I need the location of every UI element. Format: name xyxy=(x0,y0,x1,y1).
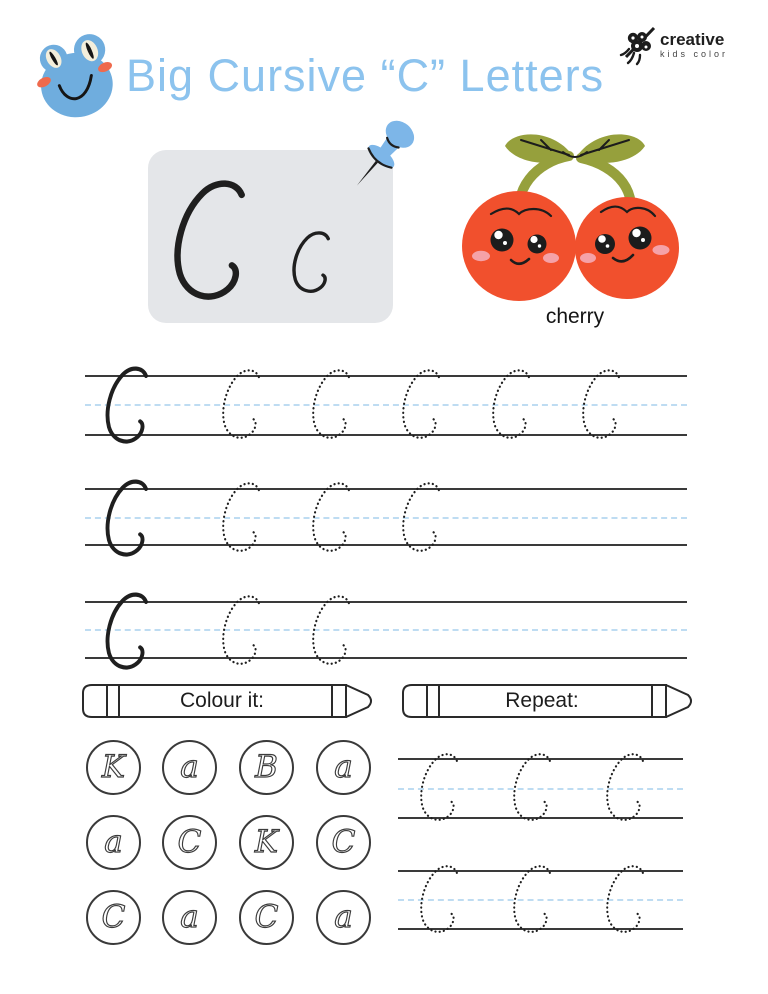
colour-it-banner xyxy=(82,684,374,718)
trace-dotted-letter[interactable] xyxy=(309,367,359,441)
colour-circle[interactable] xyxy=(316,815,371,870)
colour-circle-letter: C xyxy=(177,824,202,860)
pushpin-icon xyxy=(338,112,428,207)
repeat-banner xyxy=(402,684,694,718)
card-letter-lowercase xyxy=(290,230,338,294)
colour-circle[interactable] xyxy=(162,815,217,870)
trace-dotted-letter[interactable] xyxy=(399,480,449,554)
trace-row-2-guide-line xyxy=(85,517,687,519)
colour-circle[interactable] xyxy=(239,815,294,870)
card-letter-uppercase xyxy=(170,178,260,302)
trace-solid-letter xyxy=(103,365,157,445)
colour-circle[interactable] xyxy=(86,890,141,945)
trace-dotted-letter[interactable] xyxy=(219,593,269,667)
repeat-dotted-letter[interactable] xyxy=(510,863,560,935)
trace-row-3-top-line xyxy=(85,601,687,603)
repeat-dotted-letter[interactable] xyxy=(603,751,653,823)
colour-circle-letter: a xyxy=(104,824,123,860)
colour-circle-letter: K xyxy=(254,824,279,860)
colour-circle[interactable] xyxy=(316,740,371,795)
colour-circle-letter: a xyxy=(334,899,353,935)
colour-circle-letter: K xyxy=(101,749,126,785)
trace-dotted-letter[interactable] xyxy=(399,367,449,441)
colour-circle[interactable] xyxy=(86,740,141,795)
cherry-illustration xyxy=(455,126,695,310)
trace-row-2-top-line xyxy=(85,488,687,490)
colour-circle[interactable] xyxy=(239,890,294,945)
trace-dotted-letter[interactable] xyxy=(219,480,269,554)
colour-circle-letter: B xyxy=(255,749,278,785)
trace-dotted-letter[interactable] xyxy=(579,367,629,441)
repeat-dotted-letter[interactable] xyxy=(417,863,467,935)
colour-it-label: Colour it: xyxy=(179,689,265,712)
trace-row-2-bottom-line xyxy=(85,544,687,546)
trace-solid-letter xyxy=(103,478,157,558)
colour-circle[interactable] xyxy=(162,740,217,795)
page-title: Big Cursive “C” Letters xyxy=(126,50,605,101)
colour-circle-letter: C xyxy=(254,899,279,935)
colour-circle-letter: a xyxy=(180,749,199,785)
trace-dotted-letter[interactable] xyxy=(489,367,539,441)
trace-dotted-letter[interactable] xyxy=(309,593,359,667)
trace-dotted-letter[interactable] xyxy=(309,480,359,554)
colour-circle-letter: C xyxy=(331,824,356,860)
colour-circle-letter: C xyxy=(101,899,126,935)
colour-circle-letter: a xyxy=(334,749,353,785)
brand-name: creative xyxy=(660,30,725,49)
frog-mascot-icon xyxy=(30,28,122,120)
trace-row-3-guide-line xyxy=(85,629,687,631)
repeat-label: Repeat: xyxy=(505,689,579,712)
colour-circle[interactable] xyxy=(239,740,294,795)
trace-solid-letter xyxy=(103,591,157,671)
colour-circle-letter: a xyxy=(180,899,199,935)
vocab-label: cherry xyxy=(545,305,605,328)
trace-dotted-letter[interactable] xyxy=(219,367,269,441)
repeat-dotted-letter[interactable] xyxy=(510,751,560,823)
colour-circle[interactable] xyxy=(162,890,217,945)
brand-text xyxy=(660,31,728,60)
trace-row-3-bottom-line xyxy=(85,657,687,659)
repeat-dotted-letter[interactable] xyxy=(417,751,467,823)
colour-circle[interactable] xyxy=(86,815,141,870)
brand-logo-icon xyxy=(618,25,660,67)
brand-tagline: kids color xyxy=(660,49,729,59)
repeat-dotted-letter[interactable] xyxy=(603,863,653,935)
colour-circle[interactable] xyxy=(316,890,371,945)
